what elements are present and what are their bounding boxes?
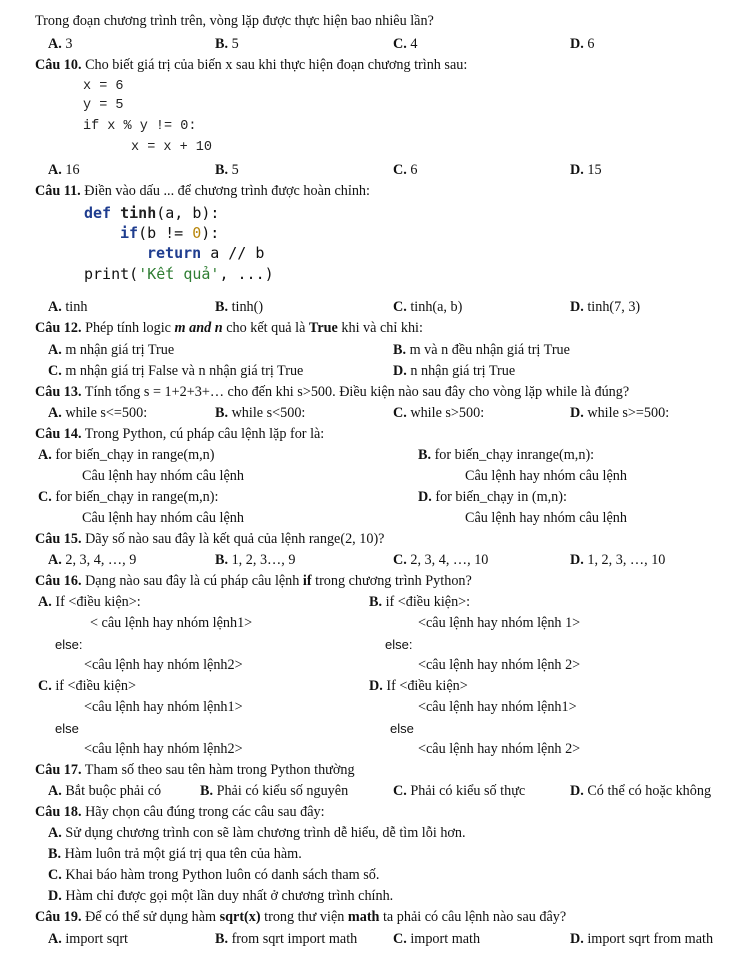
- option-a-line: < câu lệnh hay nhóm lệnh1>: [90, 615, 253, 631]
- option-b: B. m và n đều nhận giá trị True: [393, 342, 570, 358]
- option-d: D. tinh(7, 3): [570, 299, 641, 315]
- question-16: Câu 16. Dạng nào sau đây là cú pháp câu lệnh if trong chương trình Python?: [35, 573, 472, 589]
- option-c-body: Câu lệnh hay nhóm câu lệnh: [82, 510, 244, 526]
- option-c-line: <câu lệnh hay nhóm lệnh2>: [84, 741, 243, 757]
- option-a: A. 3: [48, 36, 73, 52]
- option-d-line: <câu lệnh hay nhóm lệnh 2>: [418, 741, 581, 757]
- code-line: x = x + 10: [131, 140, 213, 155]
- option-a: A. Bắt buộc phải có: [48, 783, 162, 799]
- option-d: D. import sqrt from math: [570, 931, 714, 947]
- option-b: B. tinh(): [215, 299, 264, 315]
- option-c-line: else: [55, 721, 79, 736]
- option-d: D. Có thể có hoặc không: [570, 783, 712, 799]
- option-a: A. 2, 3, 4, …, 9: [48, 552, 137, 568]
- option-b-line: <câu lệnh hay nhóm lệnh 1>: [418, 615, 581, 631]
- option-c-line: <câu lệnh hay nhóm lệnh1>: [84, 699, 243, 715]
- option-b-body: Câu lệnh hay nhóm câu lệnh: [465, 468, 627, 484]
- option-a: A. m nhận giá trị True: [48, 342, 175, 358]
- option-d: D. 6: [570, 36, 595, 52]
- code-line: print('Kết quả', ...): [84, 265, 274, 283]
- option-d: D. 15: [570, 162, 602, 178]
- option-d: D. while s>=500:: [570, 405, 670, 421]
- option-c: C. if <điều kiện>: [38, 678, 136, 694]
- option-d: D. Hàm chỉ được gọi một lần duy nhất ở chương trình chính.: [48, 888, 394, 904]
- question-9-text: Trong đoạn chương trình trên, vòng lặp được thực hiện bao nhiêu lần?: [35, 13, 434, 29]
- question-12: Câu 12. Phép tính logic m and n cho kết quả là True khi và chỉ khi:: [35, 320, 423, 336]
- code-line: y = 5: [83, 98, 124, 113]
- option-a: A. Sử dụng chương trình con sẽ làm chương trình dễ hiểu, dễ tìm lỗi hơn.: [48, 825, 466, 841]
- option-d: D. 1, 2, 3, …, 10: [570, 552, 666, 568]
- option-a-line: else:: [55, 637, 83, 652]
- option-a: A. 16: [48, 162, 80, 178]
- code-line: def tinh(a, b):: [84, 204, 220, 222]
- option-d: D. for biến_chạy in (m,n):: [418, 489, 567, 505]
- code-line: return a // b: [147, 244, 265, 262]
- option-b: B. 1, 2, 3…, 9: [215, 552, 296, 568]
- code-line: if(b != 0):: [120, 224, 220, 242]
- option-b: B. 5: [215, 162, 239, 178]
- option-c: C. 4: [393, 36, 418, 52]
- question-19: Câu 19. Để có thể sử dụng hàm sqrt(x) trong thư viện math ta phải có câu lệnh nào sau đây?: [35, 909, 567, 925]
- option-d-line: else: [390, 721, 414, 736]
- option-a: A. tinh: [48, 299, 88, 315]
- question-17: Câu 17. Tham số theo sau tên hàm trong Python thường: [35, 762, 355, 778]
- option-b: B. from sqrt import math: [215, 931, 358, 947]
- option-c: C. tinh(a, b): [393, 299, 463, 315]
- option-a: A. while s<=500:: [48, 405, 148, 421]
- option-b: B. if <điều kiện>:: [369, 594, 471, 610]
- option-a: A. for biến_chạy in range(m,n): [38, 447, 215, 463]
- option-d: D. If <điều kiện>: [369, 678, 468, 694]
- option-b-line: else:: [385, 637, 413, 652]
- option-c: C. m nhận giá trị False và n nhận giá trị True: [48, 363, 304, 379]
- option-b: B. 5: [215, 36, 239, 52]
- question-13: Câu 13. Tính tổng s = 1+2+3+… cho đến khi s>500. Điều kiện nào sau đây cho vòng lặp while là đúng?: [35, 384, 630, 400]
- question-18: Câu 18. Hãy chọn câu đúng trong các câu sau đây:: [35, 804, 325, 820]
- option-c: C. 2, 3, 4, …, 10: [393, 552, 489, 568]
- option-b: B. Phải có kiểu số nguyên: [200, 783, 349, 799]
- option-a: A. If <điều kiện>:: [38, 594, 141, 610]
- option-d-body: Câu lệnh hay nhóm câu lệnh: [465, 510, 627, 526]
- question-14: Câu 14. Trong Python, cú pháp câu lệnh lặp for là:: [35, 426, 325, 442]
- option-b-line: <câu lệnh hay nhóm lệnh 2>: [418, 657, 581, 673]
- question-11: Câu 11. Điền vào dấu ... để chương trình được hoàn chỉnh:: [35, 183, 370, 199]
- question-10: Câu 10. Cho biết giá trị của biến x sau khi thực hiện đoạn chương trình sau:: [35, 57, 468, 73]
- option-c: C. Phải có kiểu số thực: [393, 783, 526, 799]
- option-a-line: <câu lệnh hay nhóm lệnh2>: [84, 657, 243, 673]
- option-d: D. n nhận giá trị True: [393, 363, 516, 379]
- code-line: if x % y != 0:: [83, 119, 197, 134]
- question-15: Câu 15. Dãy số nào sau đây là kết quả của lệnh range(2, 10)?: [35, 531, 385, 547]
- option-a: A. import sqrt: [48, 931, 129, 947]
- option-d-line: <câu lệnh hay nhóm lệnh1>: [418, 699, 577, 715]
- option-a-body: Câu lệnh hay nhóm câu lệnh: [82, 468, 244, 484]
- option-c: C. while s>500:: [393, 405, 485, 421]
- option-b: B. Hàm luôn trả một giá trị qua tên của hàm.: [48, 846, 302, 862]
- option-b: B. for biến_chạy inrange(m,n):: [418, 447, 595, 463]
- option-c: C. import math: [393, 931, 481, 947]
- option-c: C. for biến_chạy in range(m,n):: [38, 489, 219, 505]
- option-c: C. Khai báo hàm trong Python luôn có danh sách tham số.: [48, 867, 380, 883]
- code-line: x = 6: [83, 79, 124, 94]
- option-b: B. while s<500:: [215, 405, 306, 421]
- option-c: C. 6: [393, 162, 418, 178]
